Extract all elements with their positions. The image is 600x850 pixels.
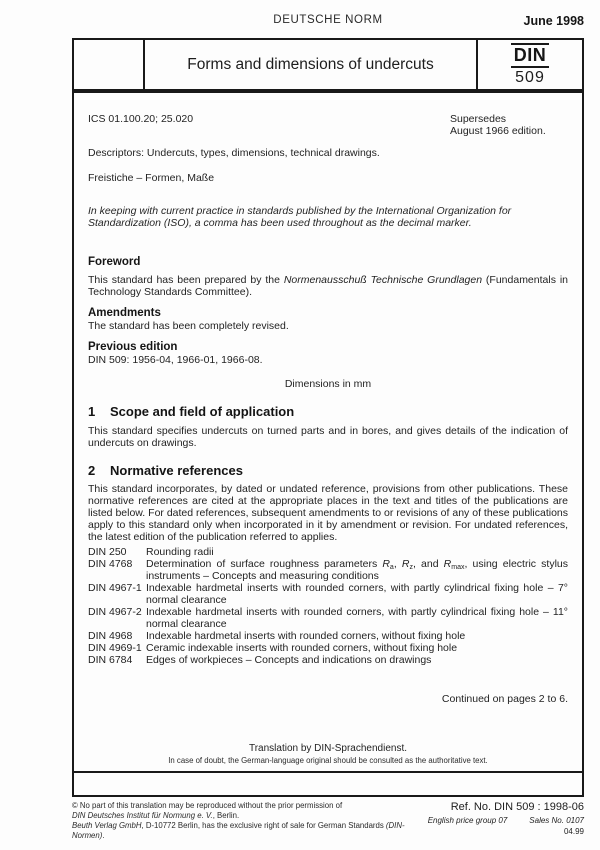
price-group: English price group 07: [427, 816, 508, 825]
section-2-body: This standard incorporates, by dated or undated reference, provisions from other publications. These normative references are cited at the appropriate places in the text and titles of the publications are listed below. For dated references, subsequent amendments to or revisions of any of these publications apply to this standard only when incorporated in it by amendment or revision. For undated references, the latest edition of the publication referred to applies.: [88, 483, 568, 543]
sales-number: Sales No. 0107: [529, 816, 584, 825]
reference-title: Rounding radii: [146, 546, 214, 558]
reference-title: Indexable hardmetal inserts with rounded corners, with partly cylindrical fixing hole – 11° normal clearance: [146, 606, 568, 630]
reference-title: Indexable hardmetal inserts with rounded corners, without fixing hole: [146, 630, 466, 642]
translation-block: [74, 742, 582, 766]
reference-code: DIN 4967-1: [88, 582, 142, 594]
supersedes-note: [450, 113, 568, 137]
previous-edition-body: DIN 509: 1956-04, 1966-01, 1966-08.: [88, 354, 263, 366]
issue-date: June 1998: [523, 14, 584, 28]
ics-code: ICS 01.100.20; 25.020: [88, 113, 194, 125]
foreword-body: This standard has been prepared by the Normenausschuß Technische Grundlagen (Fundamentals in Technology Standards Committee).: [88, 274, 568, 298]
section-1-body: This standard specifies undercuts on turned parts and in bores, and gives details of the indication of undercuts on drawings.: [88, 425, 568, 449]
copyright-block: [72, 801, 418, 841]
title-box-title-cell: [145, 40, 476, 89]
ref-number: Ref. No. DIN 509 : 1998-06: [450, 801, 584, 813]
reference-row: [88, 630, 568, 642]
main-content-box: [72, 91, 584, 773]
reference-title: Determination of surface roughness parameters $R_a$, $R_z$, and $R_{max}$, using electric stylus instruments – Concepts and measuring conditions: [146, 558, 568, 582]
continued-note: Continued on pages 2 to 6.: [441, 693, 568, 705]
german-descriptors: Freistiche – Formen, Maße: [88, 172, 215, 184]
reference-code: DIN 4968: [88, 630, 133, 642]
translation-note: Translation by DIN-Sprachendienst.: [248, 743, 408, 754]
reference-code: DIN 4967-2: [88, 606, 142, 618]
standard-number: 509: [515, 68, 545, 86]
iso-decimal-note: In keeping with current practice in standards published by the International Organization for Standardization (ISO), a comma has been used throughout as the decimal marker.: [88, 205, 512, 229]
reference-code: DIN 250: [88, 546, 127, 558]
amendments-heading: Amendments: [88, 307, 161, 319]
copyright-line2: DIN Deutsches Institut für Normung e. V., Berlin.: [72, 811, 240, 820]
supersedes-line1: Supersedes: [450, 113, 507, 125]
normative-references-list: [88, 546, 568, 666]
page-footer: [72, 801, 584, 841]
masthead: [72, 14, 584, 32]
reference-row: [88, 558, 568, 582]
section-1-title: Scope and field of application: [110, 404, 295, 419]
reference-block: [428, 801, 584, 841]
reference-row: [88, 546, 568, 558]
dimensions-note: Dimensions in mm: [284, 378, 372, 390]
reference-title: Ceramic indexable inserts with rounded corners, without fixing hole: [146, 642, 458, 654]
descriptors: Descriptors: Undercuts, types, dimensions, technical drawings.: [88, 147, 380, 159]
reference-row: [88, 606, 568, 630]
reference-row: [88, 654, 568, 666]
reference-row: [88, 582, 568, 606]
previous-edition-heading: Previous edition: [88, 341, 178, 353]
reference-code: DIN 4969-1: [88, 642, 142, 654]
document-title: Forms and dimensions of undercuts: [187, 55, 434, 73]
title-box-blank-cell: [74, 40, 145, 89]
amendments-body: The standard has been completely revised.: [88, 320, 289, 332]
supersedes-line2: August 1966 edition.: [450, 125, 546, 137]
reference-code: DIN 4768: [88, 558, 133, 570]
empty-strip: [72, 773, 584, 797]
copyright-line1: © No part of this translation may be reproduced without the prior permission of: [72, 801, 343, 810]
foreword-heading: Foreword: [88, 256, 141, 268]
reference-title: Indexable hardmetal inserts with rounded corners, with partly cylindrical fixing hole – 7° normal clearance: [146, 582, 568, 606]
translation-disclaimer: In case of doubt, the German-language original should be consulted as the authoritative text.: [168, 756, 488, 765]
section-2-title: Normative references: [110, 463, 243, 478]
deutsche-norm-label: DEUTSCHE NORM: [273, 14, 383, 26]
price-row: [428, 816, 584, 826]
section-1-heading: [88, 404, 568, 419]
copyright-line3: Beuth Verlag GmbH, D-10772 Berlin, has the exclusive right of sale for German Standards (DIN-Normen).: [72, 821, 405, 840]
reference-title: Edges of workpieces – Concepts and indications on drawings: [146, 654, 432, 666]
section-2-number: 2: [88, 463, 96, 478]
section-1-number: 1: [88, 404, 96, 419]
din-number-cell: [476, 40, 582, 89]
din-logo: DIN: [511, 43, 550, 68]
date-code: 04.99: [563, 827, 584, 836]
meta-row: [88, 113, 568, 137]
reference-code: DIN 6784: [88, 654, 133, 666]
section-2-heading: [88, 463, 568, 478]
reference-row: [88, 642, 568, 654]
title-box: [72, 38, 584, 91]
